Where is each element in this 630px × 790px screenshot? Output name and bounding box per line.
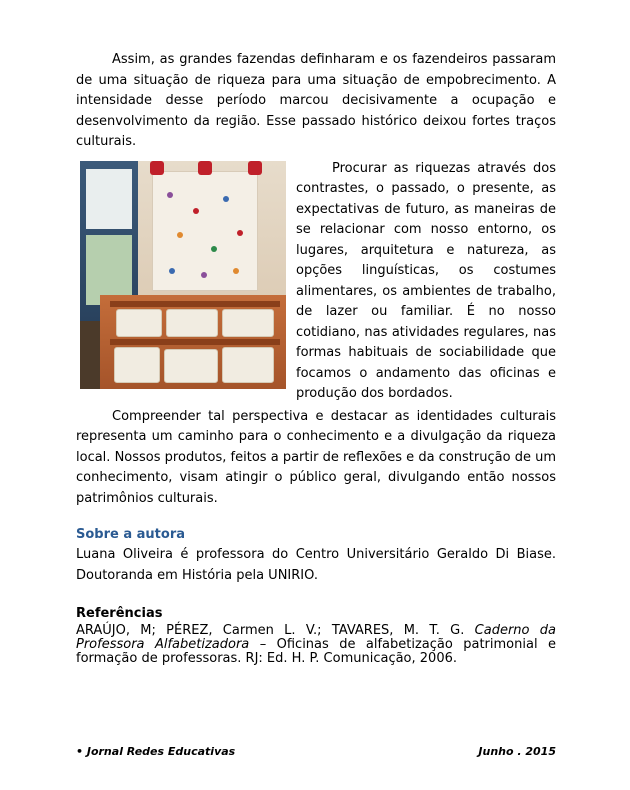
reference-entry: [76, 624, 556, 666]
author-text: Luana Oliveira é professora do Centro Universitário Geraldo Di Biase. Doutoranda em História pela UNIRIO.: [76, 547, 556, 583]
footer-date: Junho . 2015: [478, 745, 556, 758]
figure-block: [76, 159, 556, 405]
page-footer: [76, 745, 556, 758]
embroidery-photo: [80, 161, 286, 389]
reference-title: Caderno da Professora Alfabetizadora: [76, 623, 556, 652]
reference-details: – Oficinas de alfabetização patrimonial e formação de professoras. RJ: Ed. H. P. Comunicação, 2006.: [76, 637, 556, 666]
reference-authors: ARAÚJO, M; PÉREZ, Carmen L. V.; TAVARES, M. T. G.: [76, 623, 475, 638]
photo-shelf: [100, 295, 286, 389]
footer-journal: • Jornal Redes Educativas: [76, 745, 236, 758]
references-heading: Referências: [76, 606, 163, 621]
photo-embroidered-banner: [152, 171, 258, 291]
paragraph-3: Compreender tal perspectiva e destacar as identidades culturais representa um caminho para o conhecimento e a divulgação da riqueza local. Nossos produtos, feitos a partir de reflexões e da construção de um conhecimento, visam atingir o público geral, divulgando então nossos patrimônios culturais.: [76, 408, 556, 506]
paragraph-1: Assim, as grandes fazendas definharam e os fazendeiros passaram de uma situação de riqueza para uma situação de empobrecimento. A intensidade desse período marcou decisivamente a ocupação e desenvolvimento da região. Esse passado histórico deixou fortes traços culturais.: [76, 52, 556, 149]
paragraph-2: Procurar as riquezas através dos contrastes, o passado, o presente, as expectativas de futuro, as maneiras de se relacionar com nosso entorno, os lugares, arquitetura e natureza, as opções linguísticas, os costumes alimentares, os ambientes de trabalho, de lazer ou familiar. É no nosso cotidiano, nas atividades regulares, nas formas habituais de sociabilidade que focamos o andamento das oficinas e produção dos bordados.: [296, 160, 556, 401]
page-content: [76, 50, 556, 666]
author-heading: Sobre a autora: [76, 527, 186, 542]
